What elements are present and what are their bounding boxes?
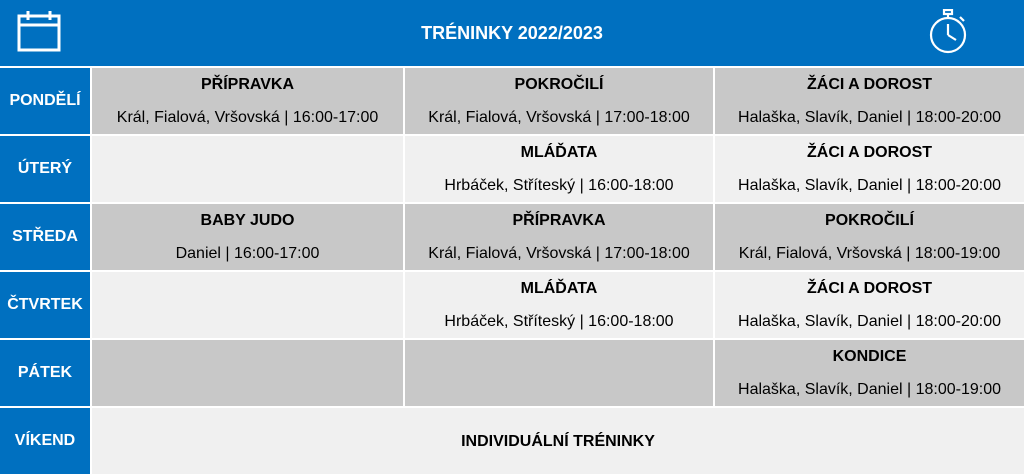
stopwatch-icon	[926, 9, 970, 55]
schedule-cell	[405, 136, 713, 202]
session-info: Král, Fialová, Vršovská | 18:00-19:00	[738, 245, 1001, 262]
calendar-icon	[17, 9, 61, 53]
session-name: ŽÁCI A DOROST	[806, 280, 933, 297]
session-name: KONDICE	[832, 348, 907, 365]
schedule-cell	[92, 204, 403, 270]
session-name: MLÁĎATA	[520, 280, 598, 297]
schedule-cell	[715, 340, 1024, 406]
schedule-cell	[715, 136, 1024, 202]
day-label: ČTVRTEK	[0, 272, 90, 338]
session-info: Hrbáček, Stříteský | 16:00-18:00	[444, 313, 674, 330]
schedule-cell	[405, 340, 713, 406]
schedule-cell	[715, 204, 1024, 270]
session-info: Halaška, Slavík, Daniel | 18:00-19:00	[738, 381, 1001, 398]
schedule-cell	[405, 272, 713, 338]
session-name: ŽÁCI A DOROST	[806, 76, 933, 93]
session-name: POKROČILÍ	[825, 212, 914, 229]
day-label: ÚTERÝ	[0, 136, 90, 202]
session-name: POKROČILÍ	[514, 76, 604, 93]
schedule-cell	[92, 136, 403, 202]
schedule-cell	[92, 340, 403, 406]
schedule-cell	[405, 204, 713, 270]
session-name: INDIVIDUÁLNÍ TRÉNINKY	[461, 432, 655, 450]
session-info: Král, Fialová, Vršovská | 17:00-18:00	[428, 245, 690, 262]
day-label: PONDĚLÍ	[0, 68, 90, 134]
session-name: MLÁĎATA	[520, 144, 598, 161]
schedule-cell	[715, 272, 1024, 338]
session-info: Hrbáček, Stříteský | 16:00-18:00	[444, 177, 674, 194]
session-info: Král, Fialová, Vršovská | 17:00-18:00	[428, 109, 690, 126]
session-info: Halaška, Slavík, Daniel | 18:00-20:00	[738, 313, 1001, 330]
session-name: PŘÍPRAVKA	[512, 212, 606, 229]
day-label: STŘEDA	[0, 204, 90, 270]
schedule-cell	[715, 68, 1024, 134]
schedule-cell	[92, 68, 403, 134]
schedule-cell	[405, 68, 713, 134]
weekend-cell	[92, 408, 1024, 474]
session-info: Král, Fialová, Vršovská | 16:00-17:00	[116, 109, 379, 126]
session-name: ŽÁCI A DOROST	[806, 144, 933, 161]
page-title: TRÉNINKY 2022/2023	[421, 23, 603, 43]
day-label: VÍKEND	[0, 408, 90, 474]
session-info: Daniel | 16:00-17:00	[175, 245, 320, 262]
schedule-cell	[92, 272, 403, 338]
day-label: PÁTEK	[0, 340, 90, 406]
session-info: Halaška, Slavík, Daniel | 18:00-20:00	[738, 177, 1001, 194]
session-name: BABY JUDO	[200, 212, 295, 229]
session-name: PŘÍPRAVKA	[200, 76, 295, 93]
session-info: Halaška, Slavík, Daniel | 18:00-20:00	[738, 109, 1001, 126]
